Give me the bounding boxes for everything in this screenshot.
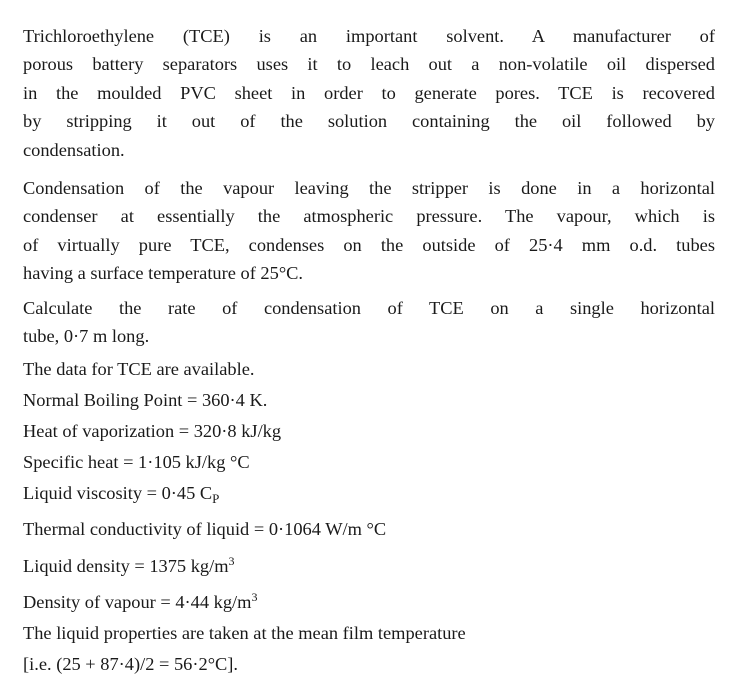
- data-list: [23, 354, 715, 680]
- question-line-1: Calculate the rate of condensation of TCE on a single horizontal: [23, 298, 715, 318]
- intro-line-1: Trichloroethylene (TCE) is an important solvent. A manufacturer of: [23, 26, 715, 46]
- liquid-density-text: Liquid density = 1375 kg/m: [23, 555, 229, 576]
- condensation-line-2: condenser at essentially the atmospheric pressure. The vapour, which is: [23, 206, 715, 227]
- intro-line-2: porous battery separators uses it to leach out a non-volatile oil dispersed: [23, 54, 715, 75]
- data-heading: The data for TCE are available.: [23, 359, 255, 379]
- liquid-viscosity-text: Liquid viscosity = 0·45 C: [23, 483, 213, 504]
- condensation-line-3: of virtually pure TCE, condenses on the outside of 25·4 mm o.d. tubes: [23, 234, 715, 255]
- vapour-density-exponent: 3: [251, 589, 258, 604]
- condensation-line-1: Condensation of the vapour leaving the stripper is done in a horizontal: [23, 178, 715, 198]
- heat-of-vaporization: Heat of vaporization = 320·8 kJ/kg: [23, 421, 282, 442]
- condensation-paragraph: [23, 174, 715, 288]
- intro-line-5: condensation.: [23, 139, 125, 160]
- specific-heat: Specific heat = 1·105 kJ/kg °C: [23, 452, 250, 473]
- condensation-line-4: having a surface temperature of 25°C.: [23, 263, 304, 284]
- question-line-2: tube, 0·7 m long.: [23, 326, 150, 347]
- thermal-conductivity: Thermal conductivity of liquid = 0·1064 W/m °C: [23, 519, 387, 540]
- note-line-1: The liquid properties are taken at the mean film temperature: [23, 622, 466, 643]
- intro-paragraph: [23, 22, 715, 164]
- question-paragraph: [23, 294, 715, 351]
- boiling-point: Normal Boiling Point = 360·4 K.: [23, 390, 268, 411]
- intro-line-4: by stripping it out of the solution containing the oil followed by: [23, 111, 715, 132]
- vapour-density: [23, 582, 715, 618]
- note-line-2: [i.e. (25 + 87·4)/2 = 56·2°C].: [23, 653, 239, 674]
- vapour-density-text: Density of vapour = 4·44 kg/m: [23, 591, 252, 612]
- liquid-viscosity: [23, 478, 715, 514]
- liquid-density: [23, 546, 715, 582]
- intro-line-3: in the moulded PVC sheet in order to generate pores. TCE is recovered: [23, 82, 715, 103]
- liquid-density-exponent: 3: [228, 553, 235, 568]
- viscosity-subscript: P: [212, 491, 220, 507]
